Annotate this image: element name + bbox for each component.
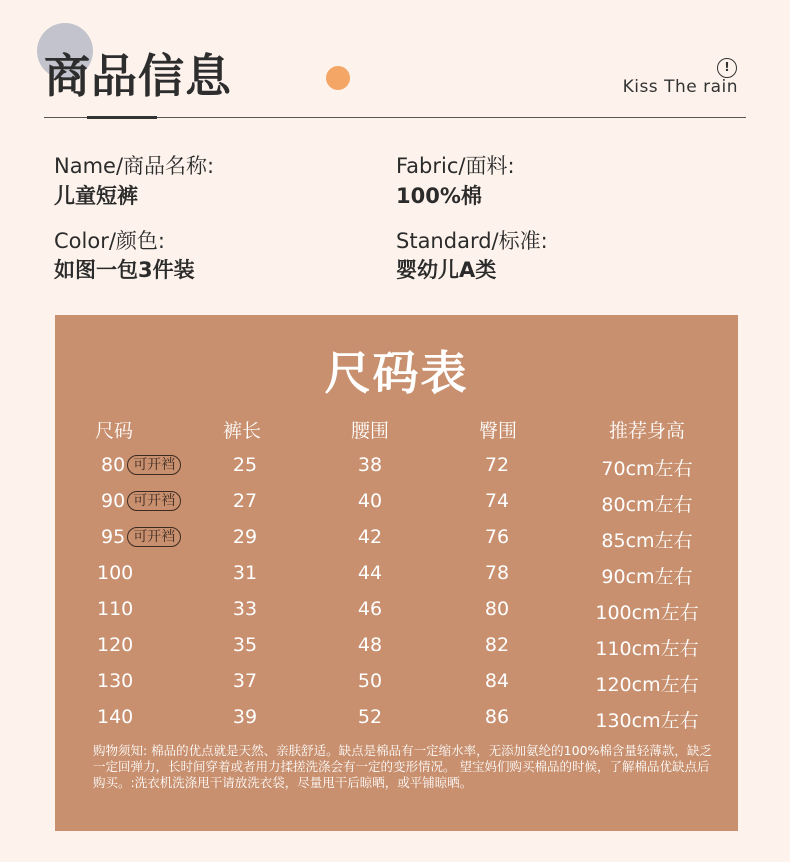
size-value: 90 — [101, 490, 126, 512]
page-title: 商品信息 — [44, 49, 232, 103]
header-height: 推荐身高 — [608, 420, 686, 442]
divider-accent — [87, 116, 157, 119]
cell-length: 29 — [232, 526, 258, 548]
decorative-dot — [326, 66, 350, 90]
open-crotch-badge: 可开裆 — [127, 491, 181, 511]
name-label: Name/商品名称: — [54, 154, 215, 178]
cell-hip: 72 — [484, 454, 510, 476]
size-value: 100 — [97, 562, 134, 584]
cell-height: 110cm左右 — [595, 638, 699, 660]
header-hip: 臀围 — [478, 420, 518, 442]
size-value: 95 — [101, 526, 126, 548]
cell-length: 37 — [232, 670, 258, 692]
cell-size — [101, 454, 181, 476]
cell-hip: 82 — [484, 634, 510, 656]
size-value: 80 — [101, 454, 126, 476]
header-waist: 腰围 — [350, 420, 390, 442]
cell-height: 80cm左右 — [601, 494, 693, 516]
cell-size — [97, 598, 133, 620]
cell-length: 33 — [232, 598, 258, 620]
size-chart-title: 尺码表 — [324, 346, 469, 400]
size-value: 120 — [97, 634, 134, 656]
shopping-note: 购物须知: 棉品的优点就是天然、亲肤舒适。缺点是棉品有一定缩水率，无添加氨纶的100%棉含量轻薄款，缺乏一定回弹力，长时间穿着或者用力揉搓洗涤会有一定的变形情况。 望宝妈们购买棉品的时候，了解棉品优缺点后购买。:洗衣机洗涤甩干请放洗衣袋，尽量甩干后晾晒，或平铺晾晒。 — [93, 743, 712, 790]
standard-value: 婴幼儿A类 — [396, 258, 497, 282]
cell-hip: 74 — [484, 490, 510, 512]
cell-height: 130cm左右 — [595, 710, 699, 732]
cell-length: 25 — [232, 454, 258, 476]
cell-size — [101, 490, 181, 512]
cell-hip: 80 — [484, 598, 510, 620]
standard-label: Standard/标准: — [396, 229, 548, 253]
cell-height: 90cm左右 — [601, 566, 693, 588]
cell-length: 35 — [232, 634, 258, 656]
color-value: 如图一包3件装 — [54, 258, 195, 282]
cell-size — [97, 670, 133, 692]
size-chart-panel — [55, 315, 738, 831]
cell-waist: 46 — [357, 598, 383, 620]
header-length: 裤长 — [222, 420, 262, 442]
size-value: 110 — [97, 598, 134, 620]
cell-waist: 48 — [357, 634, 383, 656]
size-value: 140 — [97, 706, 134, 728]
cell-waist: 38 — [357, 454, 383, 476]
open-crotch-badge: 可开裆 — [127, 455, 181, 475]
cell-waist: 50 — [357, 670, 383, 692]
cell-hip: 84 — [484, 670, 510, 692]
header-size: 尺码 — [94, 420, 134, 442]
fabric-value: 100%棉 — [396, 184, 482, 208]
brand-name: Kiss The rain — [622, 77, 738, 97]
exclamation-icon: ! — [717, 58, 737, 78]
cell-waist: 42 — [357, 526, 383, 548]
fabric-label: Fabric/面料: — [396, 154, 515, 178]
open-crotch-badge: 可开裆 — [127, 527, 181, 547]
cell-size — [97, 562, 133, 584]
cell-hip: 76 — [484, 526, 510, 548]
color-label: Color/颜色: — [54, 229, 165, 253]
name-value: 儿童短裤 — [54, 184, 138, 208]
cell-length: 31 — [232, 562, 258, 584]
cell-hip: 86 — [484, 706, 510, 728]
cell-size — [97, 706, 133, 728]
cell-waist: 52 — [357, 706, 383, 728]
cell-height: 85cm左右 — [601, 530, 693, 552]
size-value: 130 — [97, 670, 134, 692]
cell-height: 70cm左右 — [601, 458, 693, 480]
cell-length: 27 — [232, 490, 258, 512]
cell-length: 39 — [232, 706, 258, 728]
cell-height: 120cm左右 — [595, 674, 699, 696]
cell-waist: 44 — [357, 562, 383, 584]
cell-size — [101, 526, 181, 548]
cell-size — [97, 634, 133, 656]
cell-hip: 78 — [484, 562, 510, 584]
cell-height: 100cm左右 — [595, 602, 699, 624]
cell-waist: 40 — [357, 490, 383, 512]
